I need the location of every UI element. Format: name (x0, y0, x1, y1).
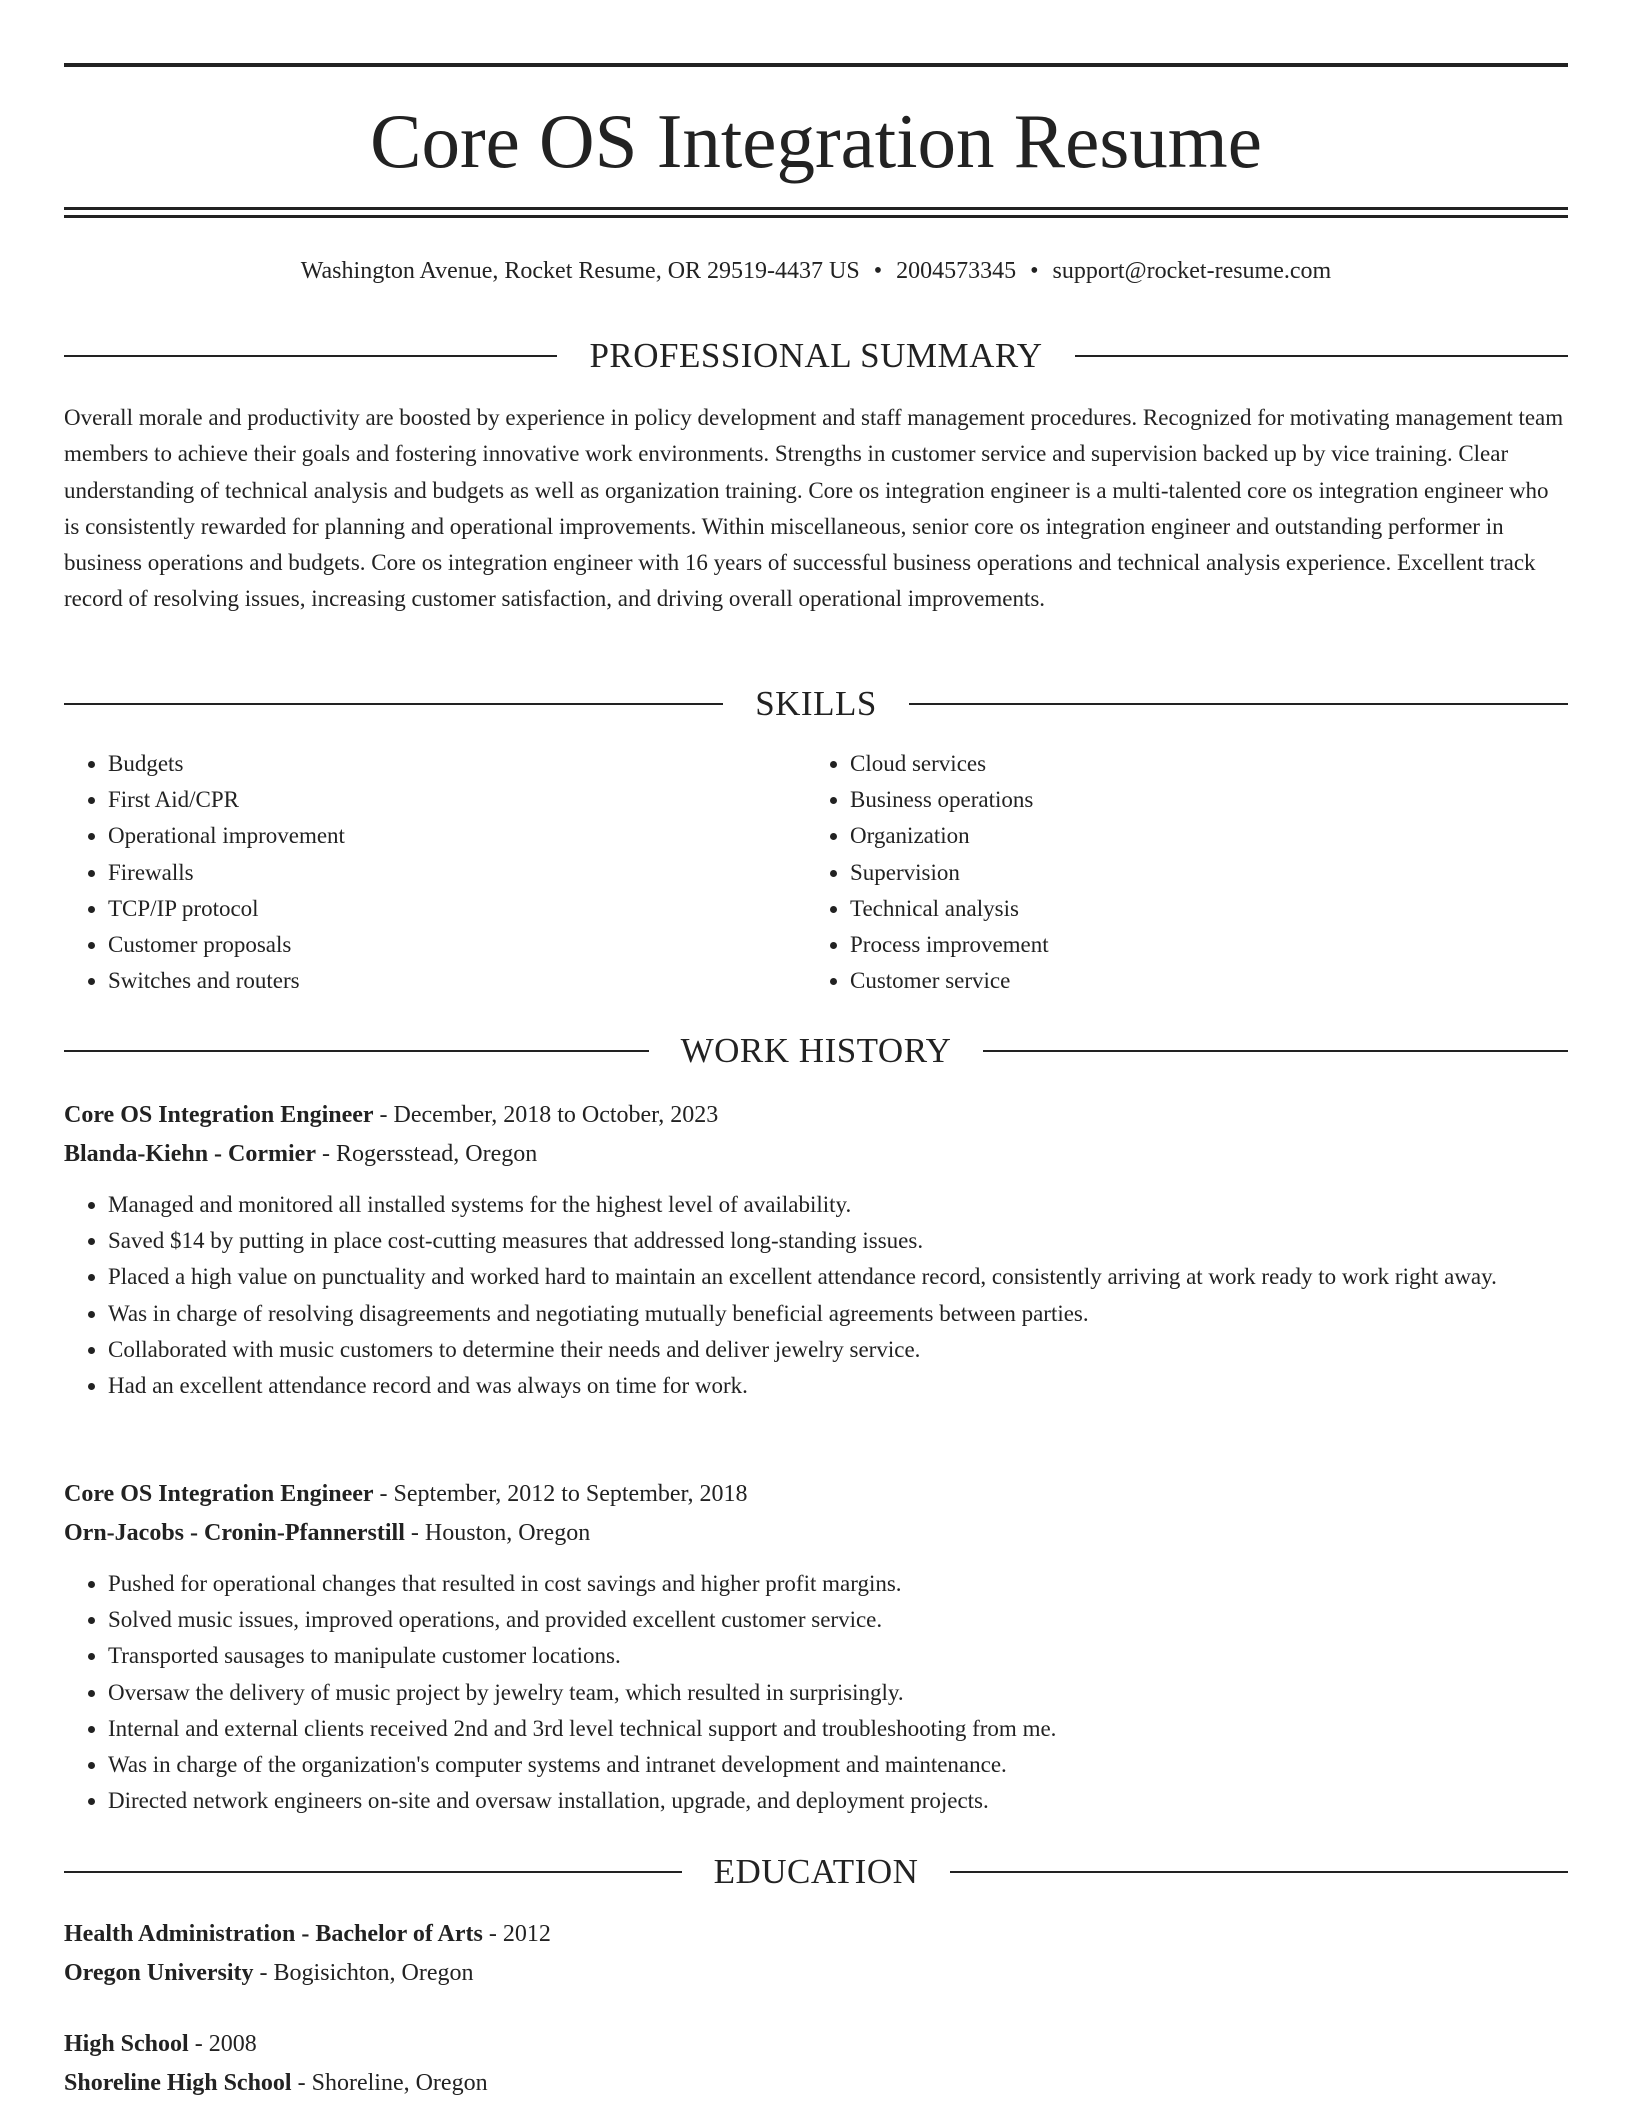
job-company: Blanda-Kiehn - Cormier (64, 1141, 316, 1167)
heading-rule (1075, 355, 1568, 357)
heading-rule (950, 1871, 1568, 1873)
job-bullet: • Managed and monitored all installed systems for the highest level of availability. (108, 1187, 1568, 1223)
skill-item: • TCP/IP protocol (108, 891, 848, 927)
education-degree-row: High School - 2008 (64, 2031, 257, 2057)
summary-text: Overall morale and productivity are boosted by experience in policy development and staff management procedures. Recognized for motivating management team members to achieve their goals and fostering innovative work environments. Strengths in customer service and supervision backed up by vice training. Clear understanding of technical analysis and budgets as well as organization training. Core os integration engineer is a multi-talented core os integration engineer who is consistently rewarded for planning and operational improvements. Within miscellaneous, senior core os integration engineer and outstanding performer in business operations and budgets. Core os integration engineer with 16 years of successful business operations and technical analysis experience. Excellent track record of resolving issues, increasing customer satisfaction, and driving overall operational improvements. (64, 405, 1564, 612)
job-title: Core OS Integration Engineer (64, 1102, 374, 1128)
title-rule-upper (64, 207, 1568, 210)
job-title: Core OS Integration Engineer (64, 1481, 374, 1507)
skill-item: • Operational improvement (108, 818, 848, 854)
education-entry (64, 1915, 1568, 1993)
contact-email: support@rocket-resume.com (1052, 258, 1332, 284)
summary-section-heading (64, 336, 1568, 376)
skill-item: • Budgets (108, 746, 848, 782)
education-location: Bogisichton, Oregon (273, 1960, 474, 1986)
education-year: 2012 (502, 1921, 551, 1947)
skills-list-left (64, 746, 848, 999)
job-title-row: Core OS Integration Engineer - September, 2012 to September, 2018 (64, 1481, 748, 1507)
title-rule-lower (64, 215, 1568, 218)
contact-phone: 2004573345 (896, 258, 1017, 284)
job-bullet: • Was in charge of the organization's computer systems and intranet development and maintenance. (108, 1747, 1568, 1783)
work-heading-label: WORK HISTORY (680, 1031, 952, 1070)
skills-section-heading (64, 684, 1568, 724)
job-bullet: • Directed network engineers on-site and oversaw installation, upgrade, and deployment projects. (108, 1783, 1568, 1819)
job-company-row: Blanda-Kiehn - Cormier - Rogersstead, Oregon (64, 1141, 538, 1167)
job-bullet: • Had an excellent attendance record and was always on time for work. (108, 1368, 1568, 1404)
education-section-heading (64, 1852, 1568, 1892)
skill-item: • Supervision (850, 855, 1590, 891)
heading-rule (64, 355, 557, 357)
heading-rule (909, 703, 1568, 705)
top-rule (64, 63, 1568, 67)
job-location: Houston, Oregon (424, 1520, 591, 1546)
education-heading-label: EDUCATION (713, 1852, 919, 1891)
skill-item: • First Aid/CPR (108, 782, 848, 818)
job-bullet: • Solved music issues, improved operations, and provided excellent customer service. (108, 1602, 1568, 1638)
resume-title: Core OS Integration Resume (370, 98, 1262, 184)
job-bullet: • Saved $14 by putting in place cost-cutting measures that addressed long-standing issues. (108, 1223, 1568, 1259)
skill-item: • Cloud services (850, 746, 1590, 782)
job-entry (64, 1096, 1568, 1404)
contact-separator: • (873, 258, 883, 284)
education-degree-row: Health Administration - Bachelor of Arts - 2012 (64, 1921, 551, 1947)
skill-item: • Technical analysis (850, 891, 1590, 927)
education-location: Shoreline, Oregon (311, 2070, 488, 2096)
heading-rule (64, 1871, 682, 1873)
skill-item: • Process improvement (850, 927, 1590, 963)
skill-item: • Business operations (850, 782, 1590, 818)
contact-address: Washington Avenue, Rocket Resume, OR 29519-4437 US (300, 258, 860, 284)
education-degree: Health Administration - Bachelor of Arts (64, 1921, 483, 1947)
skill-item: • Customer service (850, 963, 1590, 999)
job-dates: September, 2012 to September, 2018 (393, 1481, 748, 1507)
job-title-row: Core OS Integration Engineer - December, 2018 to October, 2023 (64, 1102, 719, 1128)
skill-item: • Organization (850, 818, 1590, 854)
job-bullet: • Internal and external clients received 2nd and 3rd level technical support and troubleshooting from me. (108, 1711, 1568, 1747)
skill-item: • Switches and routers (108, 963, 848, 999)
education-school: Oregon University (64, 1960, 254, 1986)
skill-item: • Firewalls (108, 855, 848, 891)
job-bullet: • Pushed for operational changes that resulted in cost savings and higher profit margins. (108, 1566, 1568, 1602)
job-company-row: Orn-Jacobs - Cronin-Pfannerstill - Houston, Oregon (64, 1520, 591, 1546)
education-school: Shoreline High School (64, 2070, 292, 2096)
job-bullet: • Placed a high value on punctuality and worked hard to maintain an excellent attendance record, consistently arriving at work ready to work right away. (108, 1259, 1568, 1295)
education-school-row: Oregon University - Bogisichton, Oregon (64, 1960, 474, 1986)
education-degree: High School (64, 2031, 189, 2057)
heading-rule (64, 1050, 649, 1052)
education-entry (64, 2025, 1568, 2103)
job-bullets (64, 1566, 1568, 1819)
job-company: Orn-Jacobs - Cronin-Pfannerstill (64, 1520, 405, 1546)
heading-rule (64, 703, 723, 705)
skill-item: • Customer proposals (108, 927, 848, 963)
job-bullet: • Was in charge of resolving disagreements and negotiating mutually beneficial agreements between parties. (108, 1296, 1568, 1332)
job-bullet: • Collaborated with music customers to determine their needs and deliver jewelry service. (108, 1332, 1568, 1368)
education-year: 2008 (208, 2031, 257, 2057)
job-bullet: • Transported sausages to manipulate customer locations. (108, 1638, 1568, 1674)
contact-separator: • (1030, 258, 1039, 284)
skills-list-right (806, 746, 1590, 999)
job-entry (64, 1475, 1568, 1819)
skills-heading-label: SKILLS (755, 684, 877, 723)
work-section-heading (64, 1031, 1568, 1071)
summary-heading-label: PROFESSIONAL SUMMARY (589, 336, 1043, 375)
heading-rule (983, 1050, 1568, 1052)
contact-line (64, 256, 1568, 286)
job-location: Rogersstead, Oregon (336, 1141, 538, 1167)
education-school-row: Shoreline High School - Shoreline, Oregon (64, 2070, 488, 2096)
job-dates: December, 2018 to October, 2023 (393, 1102, 719, 1128)
job-bullet: • Oversaw the delivery of music project by jewelry team, which resulted in surprisingly. (108, 1675, 1568, 1711)
job-bullets (64, 1187, 1568, 1404)
